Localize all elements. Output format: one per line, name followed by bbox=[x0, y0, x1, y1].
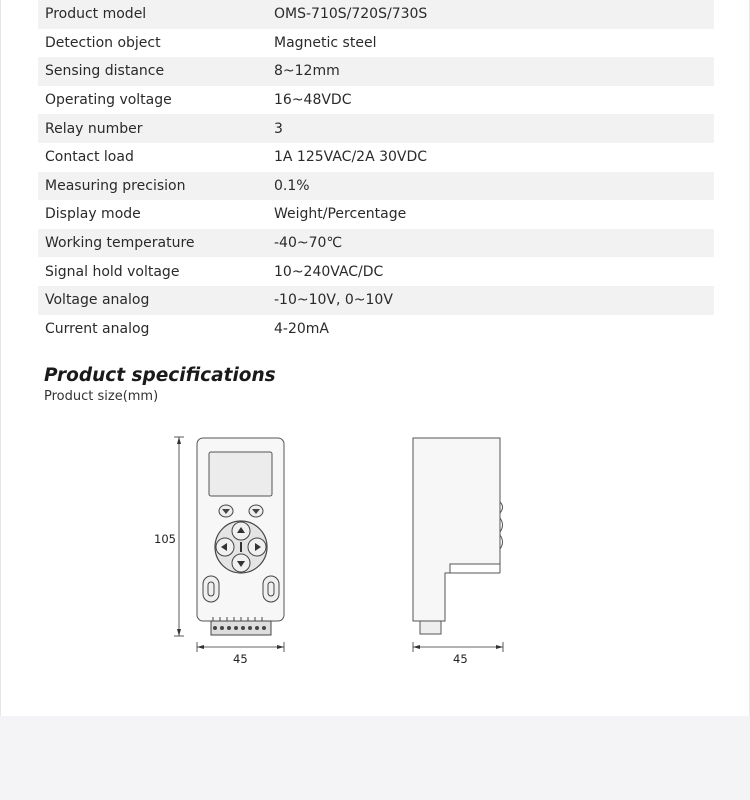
spec-row bbox=[38, 29, 714, 58]
spec-row bbox=[38, 143, 714, 172]
spec-label: Current analog bbox=[45, 320, 150, 337]
spec-value: 10~240VAC/DC bbox=[274, 263, 384, 280]
section-subtitle: Product size(mm) bbox=[44, 389, 159, 404]
spec-value: Weight/Percentage bbox=[274, 206, 407, 223]
spec-value: 1A 125VAC/2A 30VDC bbox=[274, 149, 428, 166]
spec-row bbox=[38, 86, 714, 115]
spec-row bbox=[38, 286, 714, 315]
footer-band bbox=[0, 716, 750, 800]
spec-label: Working temperature bbox=[45, 235, 195, 252]
spec-label: Detection object bbox=[45, 34, 161, 51]
spec-label: Measuring precision bbox=[45, 177, 186, 194]
front-view bbox=[154, 437, 284, 666]
spec-value: 4-20mA bbox=[274, 320, 329, 337]
spec-value: 8~12mm bbox=[274, 63, 340, 80]
side-width-label: 45 bbox=[453, 652, 468, 666]
spec-row bbox=[38, 229, 714, 258]
height-dimension-label: 105 bbox=[154, 532, 176, 546]
spec-label: Voltage analog bbox=[45, 292, 150, 309]
dimension-drawing bbox=[141, 425, 521, 675]
spec-value: 3 bbox=[274, 120, 283, 137]
button-icon bbox=[219, 505, 233, 517]
front-width-label: 45 bbox=[233, 652, 248, 666]
section-title: Product specifications bbox=[44, 365, 276, 386]
spec-row bbox=[38, 57, 714, 86]
spec-label: Display mode bbox=[45, 206, 141, 223]
spec-label: Sensing distance bbox=[45, 63, 165, 80]
spec-value: Magnetic steel bbox=[274, 34, 377, 51]
spec-row bbox=[38, 172, 714, 201]
spec-value: -10~10V, 0~10V bbox=[274, 292, 393, 309]
spec-row bbox=[38, 200, 714, 229]
spec-label: Product model bbox=[45, 6, 147, 23]
dpad-icon bbox=[215, 521, 267, 573]
spec-row bbox=[38, 315, 714, 344]
side-view bbox=[413, 438, 503, 666]
spec-row bbox=[38, 0, 714, 29]
button-icon bbox=[249, 505, 263, 517]
spec-table bbox=[38, 0, 714, 343]
spec-label: Signal hold voltage bbox=[45, 263, 180, 280]
spec-value: -40~70℃ bbox=[274, 235, 343, 252]
spec-value: 0.1% bbox=[274, 177, 310, 194]
spec-value: 16~48VDC bbox=[274, 92, 352, 109]
spec-row bbox=[38, 257, 714, 286]
spec-row bbox=[38, 114, 714, 143]
terminal-block-icon bbox=[211, 617, 271, 635]
spec-label: Relay number bbox=[45, 120, 143, 137]
spec-value: OMS-710S/720S/730S bbox=[274, 6, 428, 23]
spec-label: Contact load bbox=[45, 149, 134, 166]
spec-label: Operating voltage bbox=[45, 92, 172, 109]
